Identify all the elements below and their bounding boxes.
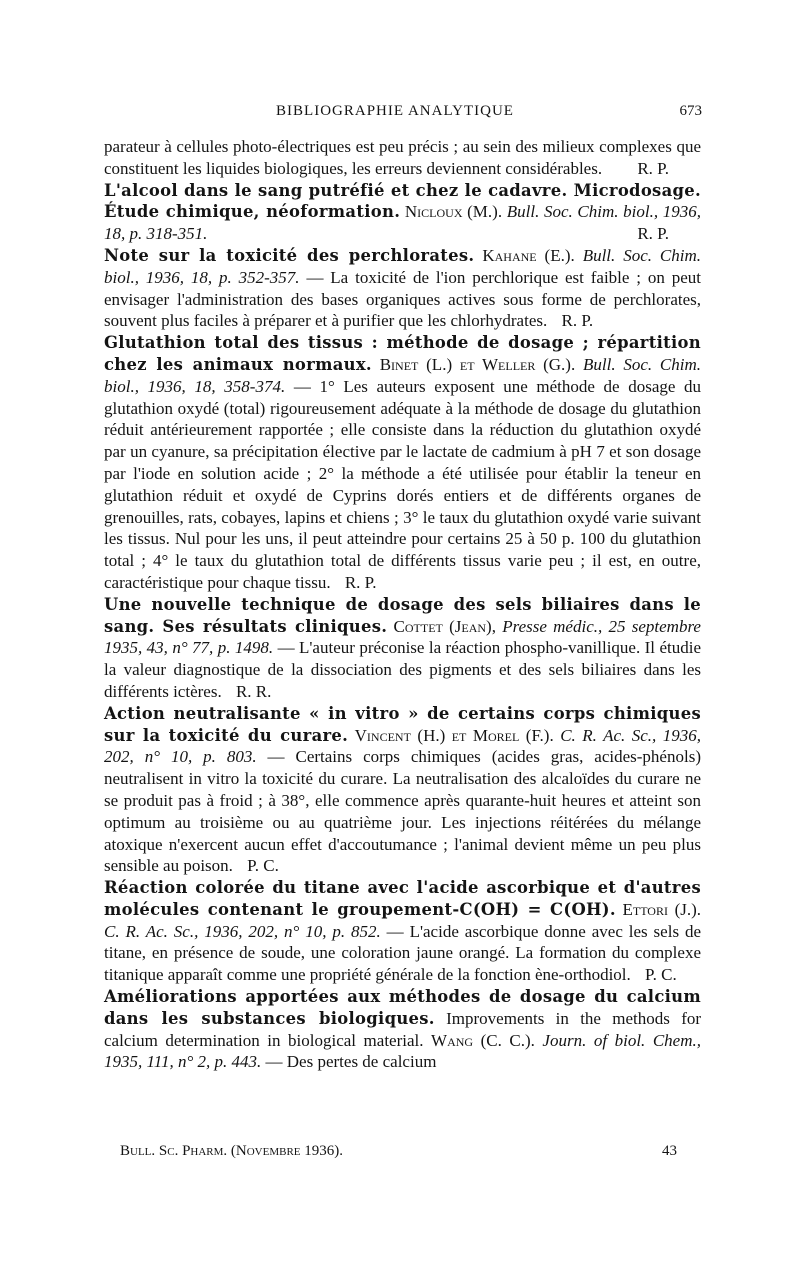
bibliography-entry [104, 245, 701, 332]
entry-text: parateur à cellules photo-électriques est peu précis ; au sein des milieux complexes que constituent les liquides biologiques, les erreurs deviennent considérables. [104, 137, 701, 178]
bibliography-entry [104, 180, 701, 245]
entry-text: — L'acide ascorbique donne avec les sels de titane, en présence de soude, une coloration jaune orangé. La formation du complexe titanique apparaît comme une propriété générale de la fonction ène-orthodiol. [104, 921, 701, 985]
entry-author: Vincent (H.) et Morel (F.). [354, 725, 554, 745]
entry-subtitle: Improvements in the methods for calcium determination in biological material. [104, 1008, 702, 1050]
entry-title: L'alcool dans le sang putréfié et chez le cadavre. Microdosage. Étude chimique, néoformation. [104, 180, 701, 222]
entry-author: Nicloux (M.). [404, 202, 503, 222]
entry-author: Kahane (E.). [482, 245, 575, 265]
entry-continuation [104, 136, 701, 180]
entry-title: Améliorations apportées aux méthodes de dosage du calcium dans les substances biologiques. [104, 987, 701, 1028]
entry-title: Action neutralisante « in vitro » de certains corps chimiques sur la toxicité du curare. [104, 703, 701, 745]
entry-text: — L'auteur préconise la réaction phospho-vanillique. Il étudie la valeur diagnostique de la dissociation des pigments et des sels biliaires dans les différents ictères. [104, 638, 701, 701]
footer-signature-mark: 43 [662, 1143, 677, 1159]
page-footer [120, 1143, 677, 1165]
entry-citation: Bull. Soc. Chim. biol., 1936, 18, 358-374. [104, 354, 701, 396]
entry-text: — Certains corps chimiques (acides gras, acides-phénols) neutralisent in vitro la toxicité du curare. La neutralisation des alcaloïdes du curare ne se produit pas à froid ; à 38°, elle commence après quarante-huit heures et atteint son optimum au troisième ou au quatrième jour. Les injections réitérées du mélange atoxique n'exercent aucun effet d'accoutumance ; l'animal devient même un peu plus sensible au poison. [104, 747, 701, 876]
entry-title: Glutathion total des tissus : méthode de dosage ; répartition chez les animaux normaux. [104, 333, 701, 374]
footer-journal: Bull. Sc. Pharm. (Novembre 1936). [120, 1143, 344, 1159]
bibliography-body [104, 136, 701, 1073]
entry-citation: C. R. Ac. Sc., 1936, 202, n° 10, p. 852. [104, 921, 381, 941]
running-header [88, 103, 702, 127]
entry-signature: R. P. [561, 311, 594, 331]
entry-text: — 1° Les auteurs exposent une méthode de dosage du glutathion oxydé (total) rigoureusement adéquate à la méthode de dosage du glutathion réduit antérieurement rapportée ; elle consiste dans la réduction du glutathion oxydé par un cyanure, sa précipitation élective par le lactate de cadmium à pH 7 et son dosage par l'iode en solution acide ; 2° la méthode a été utilisée pour établir la teneur en glutathion réduit et oxydé de Cyprins dorés entiers et de différents organes de grenouilles, rats, cobayes, lapins et chiens ; 3° le taux du glutathion oxydé varie suivant les tissus. Nul pour les uns, il peut atteindre pour certains 25 à 50 p. 100 du glutathion total ; 4° le taux du glutathion total de différents tissus varie peu ; il est, en outre, caractéristique pour chaque tissu. [104, 376, 702, 592]
entry-title: Réaction colorée du titane avec l'acide ascorbique et d'autres molécules contenant le groupement-C(OH) = C(OH). [104, 878, 701, 919]
entry-title: Note sur la toxicité des perchlorates. [104, 245, 475, 265]
bibliography-entry [104, 877, 701, 986]
entry-signature: R. R. [235, 681, 272, 701]
entry-author: Wang (C. C.). [431, 1030, 535, 1050]
bibliography-entry [104, 986, 701, 1073]
entry-title: Une nouvelle technique de dosage des sels biliaires dans le sang. Ses résultats cliniques. [104, 594, 701, 636]
bibliography-entry [104, 703, 701, 877]
bibliography-entry [104, 594, 701, 703]
entry-text: — La toxicité de l'ion perchlorique est faible ; on peut envisager l'administration des bases organiques actives sous forme de perchlorates, souvent plus faciles à préparer et à purifier que les chlorhydrates. [104, 267, 702, 331]
entry-citation: C. R. Ac. Sc., 1936, 202, n° 10, p. 803. [104, 725, 702, 767]
entry-author: Cottet (Jean), [393, 616, 496, 636]
running-title: BIBLIOGRAPHIE ANALYTIQUE [276, 103, 514, 119]
entry-citation: Bull. Soc. Chim. biol., 1936, 18, p. 318-351. [104, 202, 702, 244]
entry-signature: R. P. [344, 572, 377, 592]
entry-author: Ettori (J.). [622, 899, 702, 919]
entry-signature: R. P. [637, 158, 669, 178]
entry-signature: R. P. [637, 224, 669, 244]
page-number: 673 [679, 103, 702, 119]
entry-citation: Bull. Soc. Chim. biol., 1936, 18, p. 352-357. [104, 245, 701, 287]
bibliography-entry [104, 332, 701, 594]
entry-signature: P. C. [247, 856, 279, 876]
entry-text: — Des pertes de calcium [265, 1052, 437, 1072]
entry-signature: P. C. [645, 965, 677, 985]
entry-citation: Presse médic., 25 septembre 1935, 43, n° 77, p. 1498. [104, 616, 701, 658]
entry-author: Binet (L.) et Weller (G.). [379, 354, 576, 374]
entry-citation: Journ. of biol. Chem., 1935, 111, n° 2, p. 443. [104, 1030, 702, 1072]
